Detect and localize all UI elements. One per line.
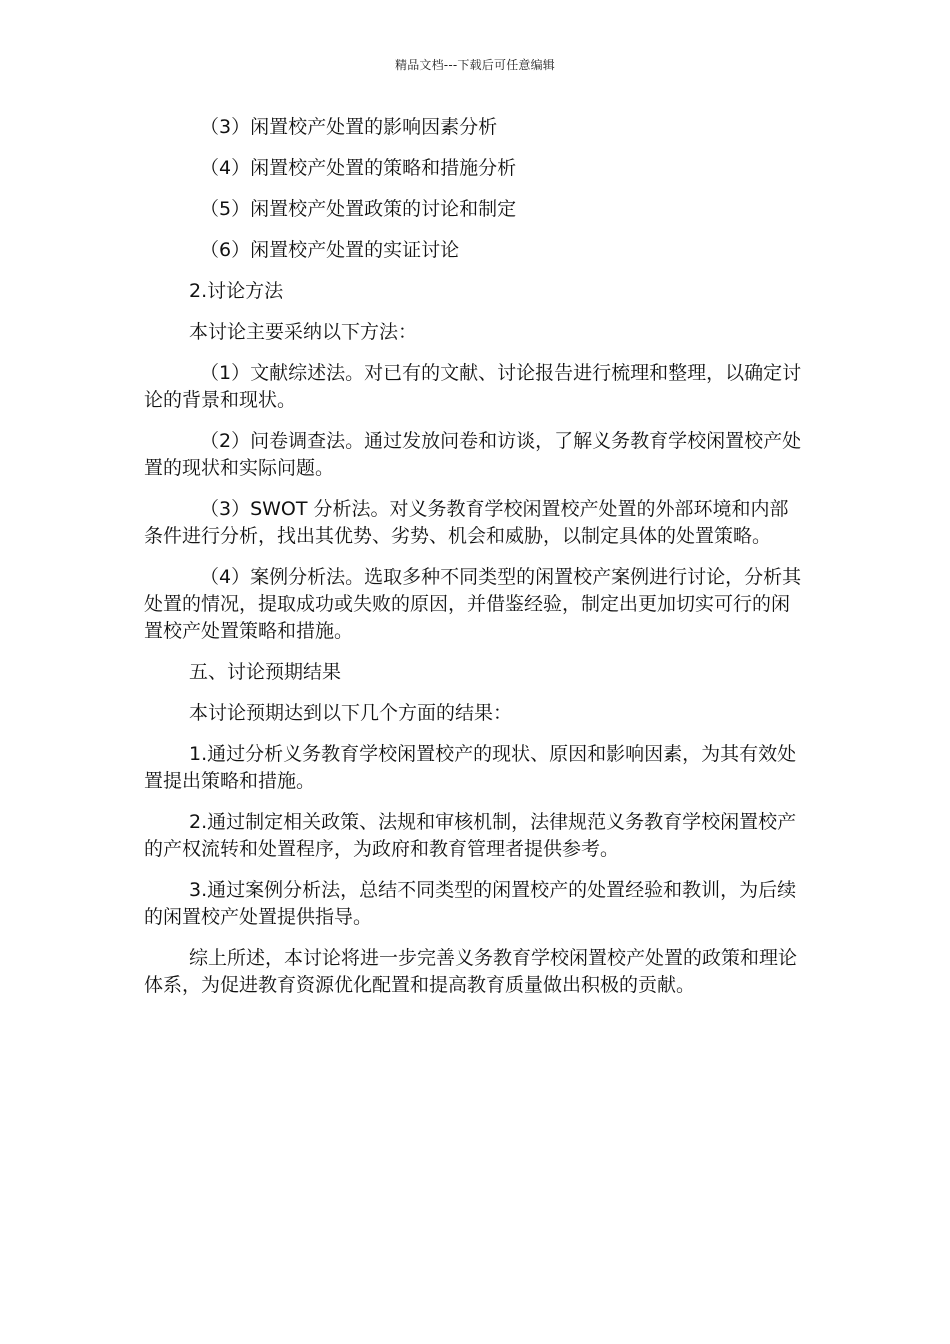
method-questionnaire: （2）问卷调查法。通过发放问卷和访谈，了解义务教育学校闲置校产处置的现状和实际问题。 [144, 430, 802, 479]
method-literature-review: （1）文献综述法。对已有的文献、讨论报告进行梳理和整理，以确定讨论的背景和现状。 [144, 362, 802, 411]
section-heading-expected-results: 五、讨论预期结果 [189, 661, 342, 683]
list-item-6: （6）闲置校产处置的实证讨论 [200, 239, 460, 261]
list-item-5: （5）闲置校产处置政策的讨论和制定 [200, 198, 517, 220]
methods-intro: 本讨论主要采纳以下方法： [189, 321, 418, 343]
result-item-1: 1.通过分析义务教育学校闲置校产的现状、原因和影响因素，为其有效处置提出策略和措施。 [144, 743, 797, 792]
result-item-3: 3.通过案例分析法，总结不同类型的闲置校产的处置经验和教训，为后续的闲置校产处置提供指导。 [144, 879, 797, 928]
results-intro: 本讨论预期达到以下几个方面的结果： [189, 702, 513, 724]
conclusion-paragraph: 综上所述，本讨论将进一步完善义务教育学校闲置校产处置的政策和理论体系，为促进教育资源优化配置和提高教育质量做出积极的贡献。 [144, 947, 798, 996]
page-header: 精品文档---下载后可任意编辑 [395, 58, 555, 72]
document-body [144, 114, 806, 1013]
method-case-study: （4）案例分析法。选取多种不同类型的闲置校产案例进行讨论，分析其处置的情况，提取成功或失败的原因，并借鉴经验，制定出更加切实可行的闲置校产处置策略和措施。 [144, 566, 802, 642]
list-item-3: （3）闲置校产处置的影响因素分析 [200, 116, 498, 138]
method-swot: （3）SWOT 分析法。对义务教育学校闲置校产处置的外部环境和内部条件进行分析，找出其优势、劣势、机会和威胁，以制定具体的处置策略。 [144, 498, 789, 547]
section-heading-methods: 2.讨论方法 [189, 280, 284, 302]
result-item-2: 2.通过制定相关政策、法规和审核机制，法律规范义务教育学校闲置校产的产权流转和处置程序，为政府和教育管理者提供参考。 [144, 811, 797, 860]
list-item-4: （4）闲置校产处置的策略和措施分析 [200, 157, 517, 179]
